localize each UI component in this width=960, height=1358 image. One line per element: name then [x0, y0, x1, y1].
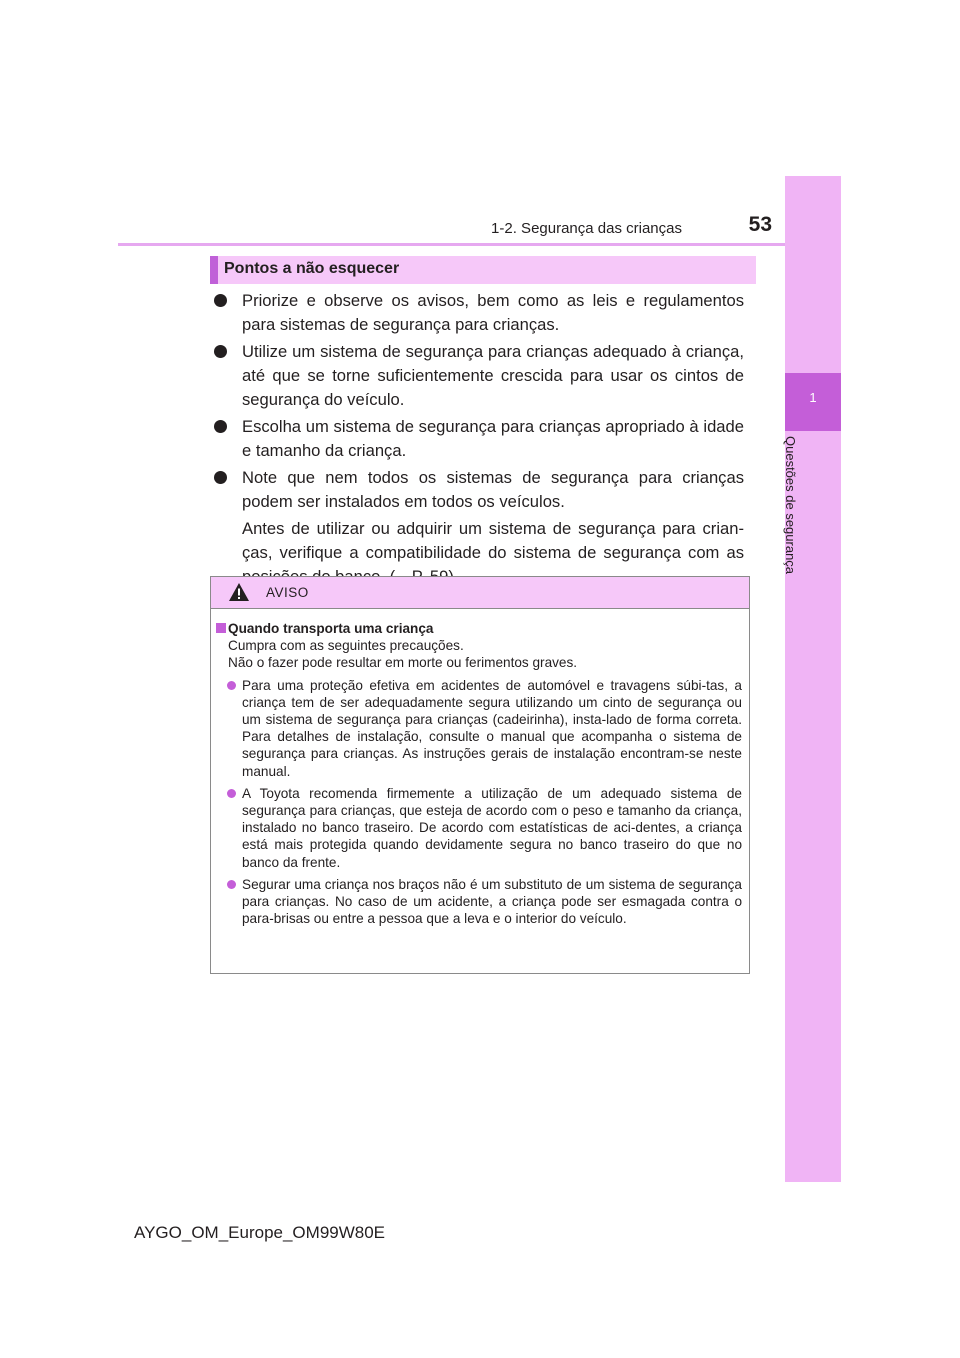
list-item	[212, 415, 744, 463]
points-heading-band	[210, 256, 756, 284]
warning-header	[211, 577, 749, 609]
warning-subheading	[214, 620, 742, 637]
list-item-extra: Antes de utilizar ou adquirir um sistema de segurança para crian-ças, verifique a compatibilidade do sistema de segurança com as	[242, 519, 744, 562]
warning-subheading-text: Quando transporta uma criança	[228, 621, 434, 636]
list-item-text: Escolha um sistema de segurança para crianças apropriado à idade e tamanho da criança.	[242, 417, 744, 460]
list-item-text: Note que nem todos os sistemas de segurança para crianças podem ser instalados em todos os veículos.	[242, 468, 744, 511]
bullet-dot-icon	[214, 471, 227, 484]
list-item	[214, 677, 742, 780]
warning-item-text: Segurar uma criança nos braços não é um substituto de um sistema de segurança para crianças. No caso de um acidente, a criança pode ser esmagada contra o para-brisas ou entre a pessoa que a leva e o interior do veículo.	[242, 876, 742, 927]
list-item	[212, 340, 744, 412]
bullet-dot-icon	[227, 880, 236, 889]
chapter-title-vertical	[783, 436, 798, 596]
list-item	[212, 289, 744, 337]
square-bullet-icon	[216, 623, 226, 633]
list-item	[214, 785, 742, 871]
list-item	[212, 466, 744, 589]
chapter-number: 1	[809, 390, 817, 405]
warning-triangle-icon	[228, 582, 250, 602]
header-rule	[118, 243, 841, 246]
warning-box	[210, 576, 750, 974]
bullet-dot-icon	[214, 420, 227, 433]
warning-item-text: A Toyota recomenda firmemente a utilização de um adequado sistema de segurança para crianças, que esteja de acordo com o peso e tamanho da criança, instalado no banco traseiro. De acordo com estatísticas de aci-dentes, a criança está mais protegida quando devidamente segura no banco traseiro do que no banco da frente.	[242, 785, 742, 870]
warning-intro-1: Cumpra com as seguintes precauções.	[228, 638, 464, 654]
list-item-text: Priorize e observe os avisos, bem como as leis e regulamentos para sistemas de segurança para crianças.	[242, 291, 744, 334]
bullet-dot-icon	[227, 681, 236, 690]
warning-item-text: Para uma proteção efetiva em acidentes de automóvel e travagens súbi-tas, a criança tem de ser adequadamente segura utilizando um cinto de segurança ou um sistema de segurança para crianças (cadeirinha), insta-lado de forma correta. Para detalhes de instalação, consulte o manual que acompanha o sistema de segurança para crianças. As instruções gerais de instalação encontram-se neste manual.	[242, 677, 742, 779]
chapter-title: Questões de segurança	[783, 436, 798, 575]
bullet-dot-icon	[214, 294, 227, 307]
page-number: 53	[748, 213, 772, 236]
warning-title: AVISO	[266, 585, 309, 600]
points-list	[212, 289, 744, 592]
bullet-dot-icon	[214, 345, 227, 358]
bullet-dot-icon	[227, 789, 236, 798]
list-item	[214, 876, 742, 928]
chapter-tab-strip	[785, 176, 841, 1182]
points-heading: Pontos a não esquecer	[224, 260, 400, 277]
document-code: AYGO_OM_Europe_OM99W80E	[134, 1223, 386, 1242]
warning-intro-2: Não o fazer pode resultar em morte ou ferimentos graves.	[228, 655, 578, 671]
section-title: 1-2. Segurança das crianças	[491, 220, 682, 237]
warning-body	[214, 620, 742, 927]
list-item-text: Utilize um sistema de segurança para crianças adequado à criança, até que se torne suficientemente crescida para usar os cintos de segurança do veículo.	[242, 342, 744, 409]
